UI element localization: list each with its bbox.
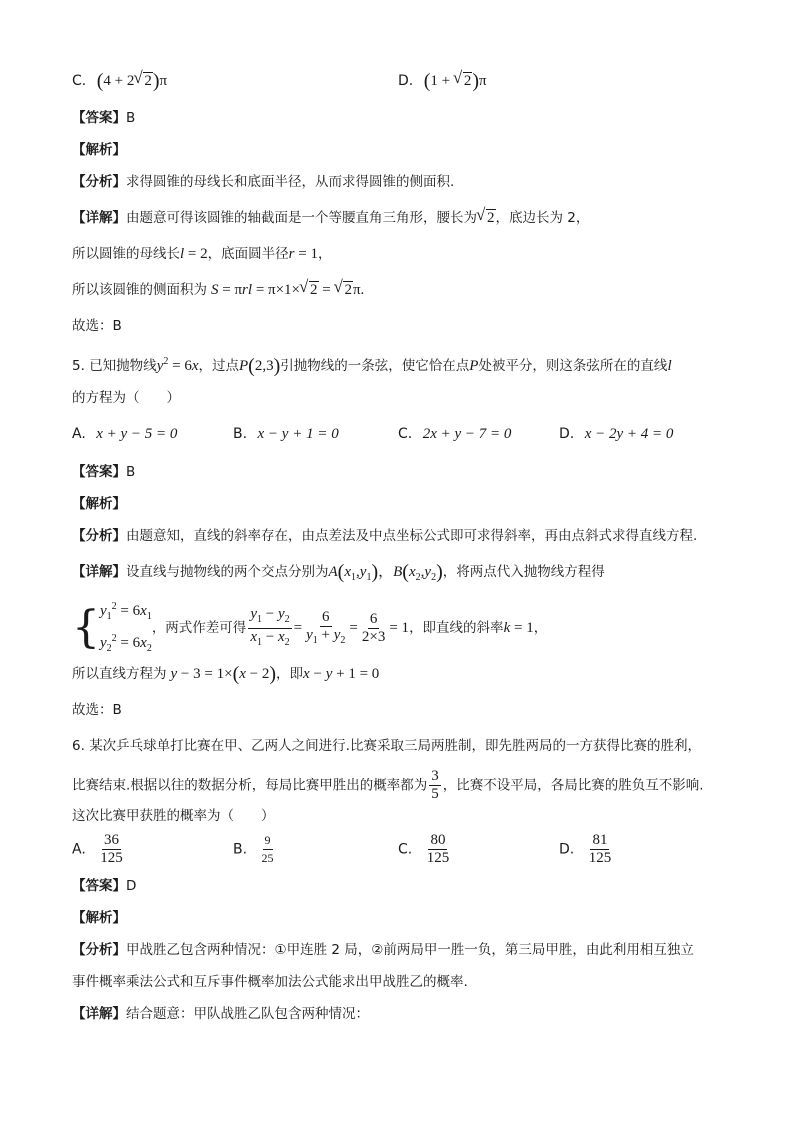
detail-text: 结合题意：甲队战胜乙队包含两种情况： — [126, 1006, 369, 1022]
option-label: B. — [233, 426, 248, 442]
detail-text: 由题意可得该圆锥的轴截面是一个等腰直角三角形，腰长为 — [126, 210, 477, 226]
option-label: A. — [72, 426, 86, 442]
q5-detail — [72, 562, 605, 588]
q6-option-a — [72, 832, 127, 867]
denominator: 25 — [261, 851, 274, 865]
question-number: 6. — [72, 738, 85, 754]
text: 已知抛物线 — [89, 358, 157, 374]
option-math: x + y − 5 = 0 — [96, 426, 178, 442]
math-points: $A(x_1,y_1)$，$B(x_2,y_2)$ — [328, 561, 443, 583]
fenxi-tag: 【分析】 — [72, 942, 126, 958]
math-three-fifths: $\frac{3}{5}$ — [431, 768, 439, 802]
q6-answer — [72, 876, 136, 896]
q4-detail — [72, 208, 589, 228]
numerator: 80 — [430, 832, 446, 848]
q4-fenxi — [72, 172, 454, 192]
text: ，比赛不设平局，各局比赛的胜负互不影响. — [442, 777, 704, 794]
numerator: 81 — [592, 832, 608, 848]
numerator: 9 — [263, 832, 273, 850]
q5-option-b — [233, 424, 339, 444]
text: ，过点 — [198, 358, 239, 374]
text: ，即直线的斜率 — [409, 620, 504, 636]
math-r: r = 1 — [288, 246, 318, 262]
q6-fenxi-line2: 事件概率乘法公式和互斥事件概率加法公式能求出甲战胜乙的概率. — [72, 974, 468, 990]
math-slope-derivation: $\frac{y_1 - y_2}{x_1 - x_2}$ = $\frac{6}{y_1 + y_2}$ = $\frac{6}{2\times 3}$ = 1 — [250, 606, 410, 649]
q5-conclusion: 故选：B — [72, 702, 122, 718]
math-result: x − y + 1 = 0 — [303, 666, 380, 682]
text: 所以直线方程为 — [72, 666, 167, 682]
q6-detail — [72, 1004, 369, 1024]
fenxi-text: 甲战胜乙包含两种情况：①甲连胜 2 局，②前两局甲一胜一负，第三局甲胜，由此利用相互独立 — [126, 942, 694, 958]
text: 处被平分，则这条弦所在的直线 — [478, 358, 668, 374]
option-fraction — [587, 832, 614, 867]
q6-analysis-heading: 【解析】 — [72, 910, 126, 926]
text: 某次乒乓球单打比赛在甲、乙两人之间进行.比赛采取三局两胜制，即先胜两局的一方获得比赛的胜利， — [89, 738, 701, 754]
text: ，底面圆半径 — [207, 246, 289, 262]
math-l: l — [667, 358, 672, 374]
q5-analysis-heading: 【解析】 — [72, 496, 126, 512]
option-math: x − 2y + 4 = 0 — [584, 426, 674, 442]
option-label: D. — [559, 841, 575, 858]
option-label: C. — [398, 426, 413, 442]
text: 设直线与抛物线的两个交点分别为 — [126, 564, 329, 580]
math-l: l = 2 — [180, 246, 208, 262]
math-k: k = 1 — [503, 620, 534, 636]
fenxi-text: 求得圆锥的母线长和底面半径，从而求得圆锥的侧面积. — [126, 174, 455, 190]
q6-stem-line1 — [72, 736, 701, 756]
denominator: 125 — [588, 850, 612, 866]
q5-option-a — [72, 424, 177, 444]
q6-fenxi-line1 — [72, 940, 694, 960]
q4-option-d — [398, 71, 487, 91]
q5-option-d — [559, 424, 673, 444]
q6-stem-line3: 这次比赛甲获胜的概率为（ ） — [72, 808, 275, 824]
q4-option-c-math: (4 + 2√ 2)π — [97, 73, 167, 89]
fenxi-text: 由题意知，直线的斜率存在，由点差法及中点坐标公式即可求得斜率，再由点斜式求得直线方程. — [126, 528, 698, 544]
math-line: y − 3 = 1×(x − 2) — [170, 663, 277, 685]
q4-option-c-label: C. — [72, 73, 87, 89]
answer-tag: 【答案】 — [72, 110, 126, 126]
text: ，两式作差可得 — [151, 620, 247, 636]
text: 引抛物线的一条弦，使它恰在点 — [280, 358, 470, 374]
text: ，将两点代入抛物线方程得 — [442, 564, 605, 580]
option-label: D. — [559, 426, 575, 442]
denominator: 125 — [426, 850, 450, 866]
fenxi-tag: 【分析】 — [72, 174, 126, 190]
answer-tag: 【答案】 — [72, 878, 126, 894]
question-number: 5. — [72, 358, 85, 374]
answer-value: D — [126, 878, 137, 894]
detail-tag: 【详解】 — [72, 1006, 126, 1022]
q4-line2: 所以圆锥的母线长l = 2，底面圆半径r = 1， — [72, 246, 332, 262]
sqrt-2-math: √ 2 — [477, 208, 496, 228]
option-fraction — [260, 832, 276, 867]
text: ，即 — [276, 666, 304, 682]
q5-line-eq — [72, 664, 379, 684]
q4-analysis-heading: 【解析】 — [72, 142, 126, 158]
option-label: C. — [398, 841, 413, 858]
option-math: 2x + y − 7 = 0 — [422, 426, 512, 442]
answer-value: B — [126, 464, 136, 480]
math-point-p: P(2,3) — [239, 355, 281, 377]
q4-option-d-label: D. — [398, 73, 414, 89]
text: 比赛结束.根据以往的数据分析，每局比赛甲胜出的概率都为 — [72, 777, 428, 794]
q6-option-b — [233, 832, 278, 867]
math-area: S = πrl = π×1×√ 2 = √ 2π. — [211, 282, 364, 298]
q6-option-d — [559, 832, 615, 867]
text: 所以圆锥的母线长 — [72, 246, 180, 262]
math-parabola: $y^2 = 6x$ — [156, 356, 199, 374]
q4-option-c — [72, 71, 167, 91]
option-label: B. — [233, 841, 248, 858]
q6-stem-line2 — [72, 768, 704, 803]
option-math: x − y + 1 = 0 — [257, 426, 339, 442]
fenxi-tag: 【分析】 — [72, 528, 126, 544]
q5-option-c — [398, 424, 511, 444]
q5-stem-line2: 的方程为（ ） — [72, 390, 180, 406]
denominator: 125 — [100, 850, 123, 866]
math-p: P — [469, 358, 479, 374]
left-brace-icon: { — [72, 602, 100, 653]
q4-line3 — [72, 280, 364, 300]
text: 所以该圆锥的侧面积为 — [72, 282, 207, 298]
option-label: A. — [72, 841, 86, 858]
detail-tag: 【详解】 — [72, 564, 126, 580]
q4-answer — [72, 108, 135, 128]
math-system: $y_1^2 = 6x_1$ $y_2^2 = 6x_2$ — [100, 601, 152, 654]
answer-value: B — [126, 110, 136, 126]
q5-system-line: { $y_1^2 = 6x_1$ $y_2^2 = 6x_2$ ，两式作差可得 $\frac{y_1 - y_2}{x_1 - x_2}$ = $\frac{6}{y_1 + y_2}$ = $\frac{6}{2\times 3}$ = 1，即直线的斜率k = 1， — [72, 596, 547, 660]
numerator: 36 — [103, 832, 119, 848]
answer-tag: 【答案】 — [72, 464, 126, 480]
q5-stem-line1 — [72, 352, 672, 376]
option-fraction — [425, 832, 452, 867]
detail-tag: 【详解】 — [72, 210, 126, 226]
q4-option-d-math: (1 + √ 2)π — [424, 73, 487, 89]
q5-fenxi — [72, 526, 697, 546]
q6-option-c — [398, 832, 453, 867]
option-fraction — [98, 832, 125, 867]
q4-conclusion: 故选：B — [72, 318, 122, 334]
detail-text: ，底边长为 2， — [495, 210, 590, 226]
q5-answer — [72, 462, 135, 482]
